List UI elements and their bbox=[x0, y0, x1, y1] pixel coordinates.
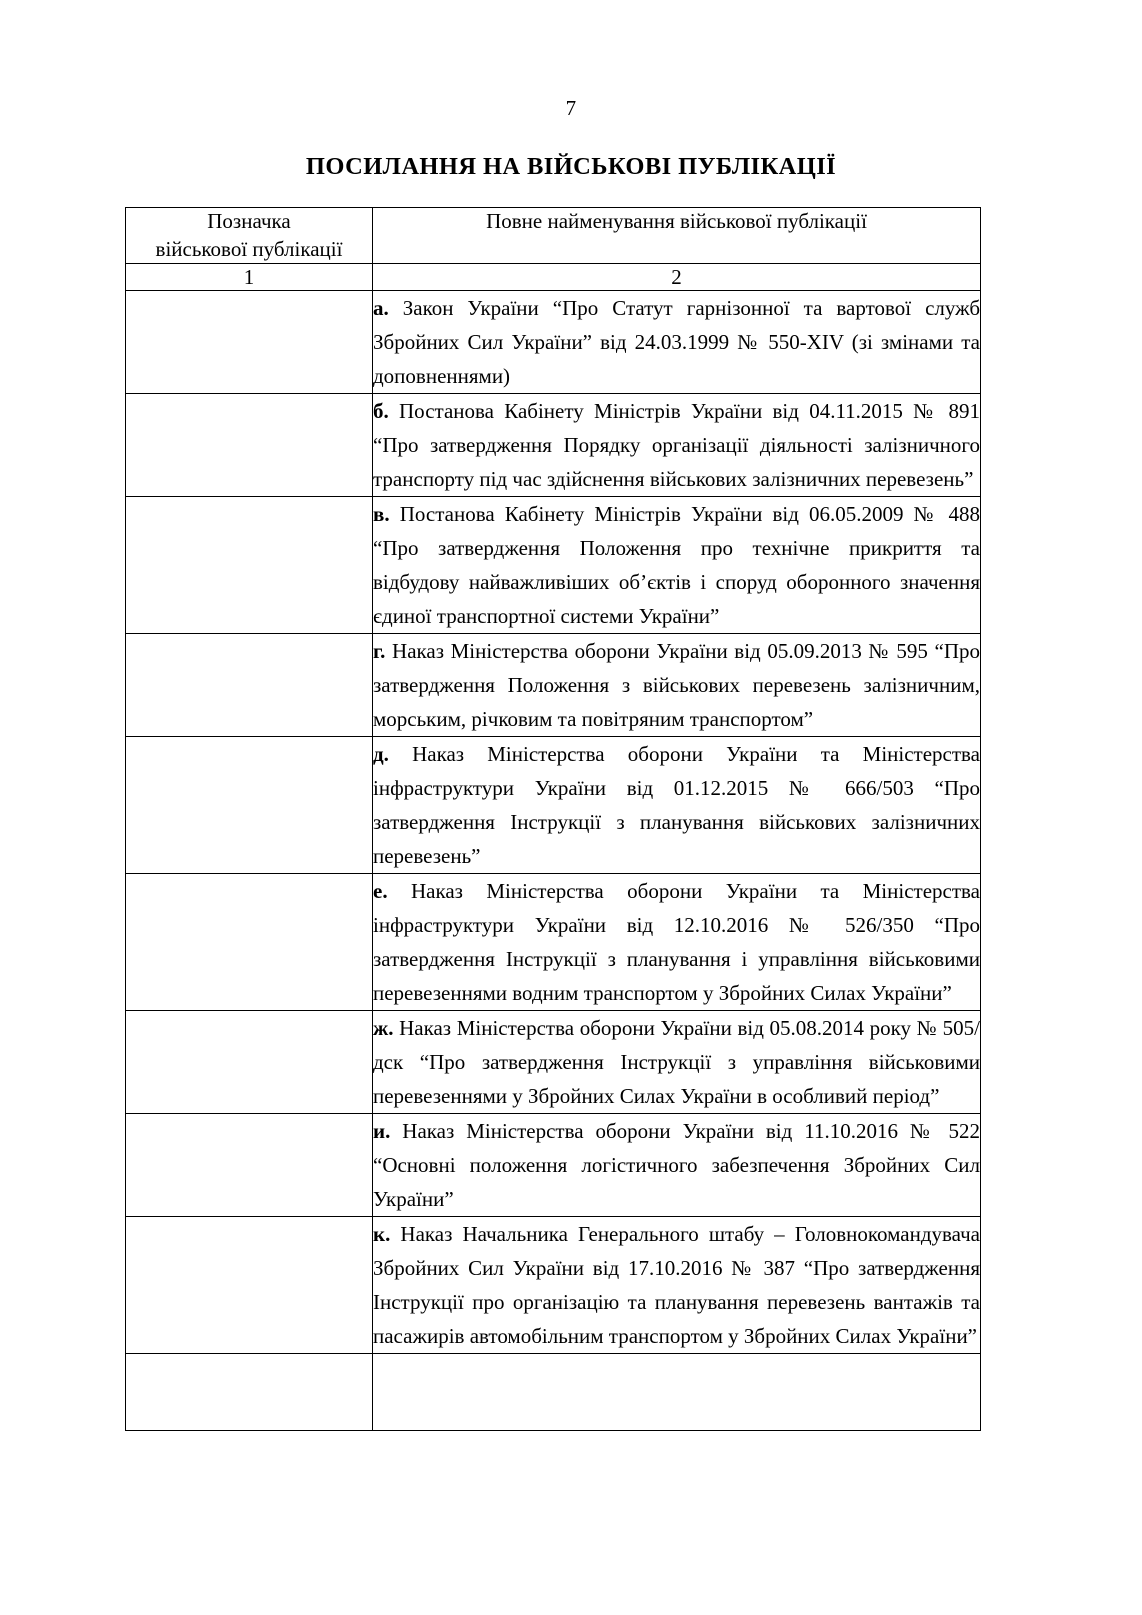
table-row bbox=[126, 1114, 981, 1217]
column-header-mark-line2: військової публікації bbox=[155, 236, 343, 261]
publication-mark-cell bbox=[126, 737, 373, 874]
publication-mark-cell bbox=[126, 1354, 373, 1431]
publication-item-text: Закон України “Про Статут гарнізонної та вартової служб Збройних Сил України” від 24.03.1999 № 550-XIV (зі змінами та доповненнями) bbox=[373, 296, 981, 388]
table-row bbox=[126, 394, 981, 497]
column-header-mark bbox=[126, 208, 373, 264]
publication-item-text: Наказ Міністерства оборони України від 11.10.2016 № 522 “Основні положення логістичного забезпечення Збройних Сил України” bbox=[373, 1119, 981, 1211]
publication-mark-cell bbox=[126, 634, 373, 737]
publication-mark-cell bbox=[126, 1217, 373, 1354]
publication-mark-cell bbox=[126, 1114, 373, 1217]
column-number-1: 1 bbox=[126, 264, 373, 291]
column-header-mark-line1: Позначка bbox=[207, 209, 291, 233]
publication-item-label: д. bbox=[373, 742, 389, 766]
publication-item-text: Постанова Кабінету Міністрів України від 04.11.2015 № 891 “Про затвердження Порядку організації діяльності залізничного транспорту під час здійснення військових залізничних перевезень” bbox=[373, 399, 980, 491]
publication-name-cell bbox=[373, 497, 981, 634]
publication-item-text: Наказ Міністерства оборони України від 05.09.2013 № 595 “Про затвердження Положення з військових перевезень залізничним, морським, річковим та повітряним транспортом” bbox=[373, 639, 980, 731]
table-column-number-row bbox=[126, 264, 981, 291]
table-header bbox=[126, 208, 981, 291]
publication-item-text: Наказ Начальника Генерального штабу – Головнокомандувача Збройних Сил України від 17.10.2016 № 387 “Про затвердження Інструкції про організацію та планування перевезень вантажів та пасажирів автомобільним транспортом у Збройних Силах України” bbox=[373, 1222, 981, 1348]
page-number: 7 bbox=[565, 96, 577, 120]
publication-name-cell bbox=[373, 737, 981, 874]
publication-name-cell bbox=[373, 1011, 981, 1114]
publication-name-cell bbox=[373, 1217, 981, 1354]
publication-item-label: е. bbox=[373, 879, 388, 903]
table-row bbox=[126, 634, 981, 737]
publication-mark-cell bbox=[126, 291, 373, 394]
publication-item-label: к. bbox=[373, 1222, 391, 1246]
publication-name-cell bbox=[373, 1114, 981, 1217]
column-number-2: 2 bbox=[373, 264, 981, 291]
publication-item-text: Наказ Міністерства оборони України та Міністерства інфраструктури України від 01.12.2015 № 666/503 “Про затвердження Інструкції з планування військових залізничних перевезень” bbox=[373, 742, 981, 868]
publication-name-cell bbox=[373, 634, 981, 737]
publication-mark-cell bbox=[126, 874, 373, 1011]
table-row bbox=[126, 737, 981, 874]
publication-mark-cell bbox=[126, 1011, 373, 1114]
page-title: ПОСИЛАННЯ НА ВІЙСЬКОВІ ПУБЛІКАЦІЇ bbox=[305, 153, 837, 180]
publication-item-text: Наказ Міністерства оборони України від 05.08.2014 року № 505/дск “Про затвердження Інструкції з управління військовими перевезеннями у Збройних Силах України в особливий період” bbox=[373, 1016, 980, 1108]
publication-name-cell bbox=[373, 291, 981, 394]
publication-item-label: ж. bbox=[373, 1016, 394, 1040]
publication-item-label: а. bbox=[373, 296, 389, 320]
publication-name-cell bbox=[373, 874, 981, 1011]
table-body bbox=[126, 291, 981, 1431]
publication-item-label: в. bbox=[373, 502, 390, 526]
publication-item-text: Постанова Кабінету Міністрів України від 06.05.2009 № 488 “Про затвердження Положення про технічне прикриття та відбудову найважливіших об’єктів і споруд оборонного значення єдиної транспортної системи України” bbox=[373, 502, 981, 628]
military-publications-table bbox=[125, 207, 981, 1431]
column-header-full-name: Повне найменування військової публікації bbox=[373, 208, 981, 264]
publication-item-label: г. bbox=[373, 639, 386, 663]
table-header-row bbox=[126, 208, 981, 264]
table-row bbox=[126, 874, 981, 1011]
publication-item-label: и. bbox=[373, 1119, 391, 1143]
publication-name-cell bbox=[373, 1354, 981, 1431]
table-row bbox=[126, 1217, 981, 1354]
publication-name-cell bbox=[373, 394, 981, 497]
publication-mark-cell bbox=[126, 394, 373, 497]
table-row bbox=[126, 497, 981, 634]
publication-item-label: б. bbox=[373, 399, 389, 423]
table-row-spacer bbox=[126, 1354, 981, 1431]
publication-item-text: Наказ Міністерства оборони України та Міністерства інфраструктури України від 12.10.2016 № 526/350 “Про затвердження Інструкції з планування і управління військовими перевезеннями водним транспортом у Збройних Силах України” bbox=[373, 879, 980, 1005]
publication-mark-cell bbox=[126, 497, 373, 634]
table-row bbox=[126, 291, 981, 394]
table-row bbox=[126, 1011, 981, 1114]
